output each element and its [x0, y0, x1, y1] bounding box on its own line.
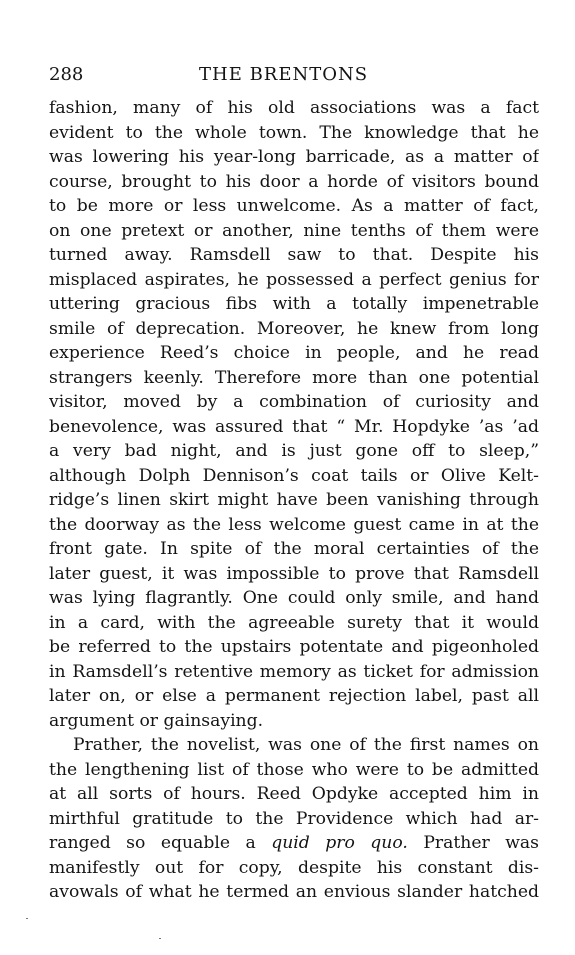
text-line: visitor, moved by a combination of curiosity and [49, 392, 539, 412]
body-text [49, 96, 539, 905]
scan-speck [26, 918, 28, 919]
text-line: fashion, many of his old associations was a fact [49, 98, 539, 118]
paragraph [49, 733, 539, 905]
page-number: 288 [49, 64, 84, 85]
scan-speck [159, 938, 161, 939]
text-line: at all sorts of hours. Reed Opdyke accepted him in [49, 784, 539, 804]
text-line: although Dolph Dennison’s coat tails or Olive Kelt- [49, 465, 539, 486]
text-line: Prather, the novelist, was one of the first names on [73, 735, 539, 755]
text-line: misplaced aspirates, he possessed a perfect genius for [49, 269, 539, 290]
text-line: in a card, with the agreeable surety that it would [49, 612, 539, 633]
text-line: in Ramsdell’s retentive memory as ticket for admission [49, 661, 539, 682]
text-line: the doorway as the less welcome guest came in at the [49, 514, 539, 535]
text-line: evident to the whole town. The knowledge that he [49, 122, 539, 143]
text-line: was lying flagrantly. One could only smile, and hand [49, 588, 539, 608]
text-line: strangers keenly. Therefore more than one potential [49, 367, 539, 388]
text-line: turned away. Ramsdell saw to that. Despite his [49, 245, 539, 265]
text-segment: Prather was [407, 833, 539, 853]
text-line [49, 831, 539, 856]
text-line: ridge’s linen skirt might have been vanishing through [49, 490, 539, 510]
text-line: course, brought to his door a horde of visitors bound [49, 171, 539, 192]
italic-phrase: quid pro quo. [271, 833, 408, 853]
text-line: on one pretext or another, nine tenths of them were [49, 220, 539, 241]
text-line: smile of deprecation. Moreover, he knew from long [49, 318, 539, 339]
text-line: benevolence, was assured that “ Mr. Hopdyke ’as ’ad [49, 416, 539, 437]
paragraph [49, 96, 539, 733]
text-line: uttering gracious fibs with a totally impenetrable [49, 294, 539, 314]
text-line: a very bad night, and is just gone off to sleep,” [49, 441, 539, 461]
text-line: avowals of what he termed an envious slander hatched [49, 882, 539, 902]
text-line: the lengthening list of those who were to be admitted [49, 759, 539, 780]
text-line: to be more or less unwelcome. As a matter of fact, [49, 196, 539, 216]
text-line: front gate. In spite of the moral certainties of the [49, 539, 539, 559]
page-header [49, 63, 539, 87]
text-line: later guest, it was impossible to prove that Ramsdell [49, 563, 539, 584]
text-segment: ranged so equable a [49, 833, 272, 853]
running-head: THE BRENTONS [199, 64, 369, 85]
text-line: manifestly out for copy, despite his constant dis- [49, 857, 539, 878]
text-line: experience Reed’s choice in people, and he read [49, 343, 539, 363]
text-line: argument or gainsaying. [49, 710, 264, 731]
text-line: later on, or else a permanent rejection label, past all [49, 686, 539, 706]
text-line: was lowering his year-long barricade, as a matter of [49, 147, 539, 167]
text-line: be referred to the upstairs potentate and pigeonholed [49, 637, 539, 657]
text-line: mirthful gratitude to the Providence which had ar- [49, 808, 539, 829]
